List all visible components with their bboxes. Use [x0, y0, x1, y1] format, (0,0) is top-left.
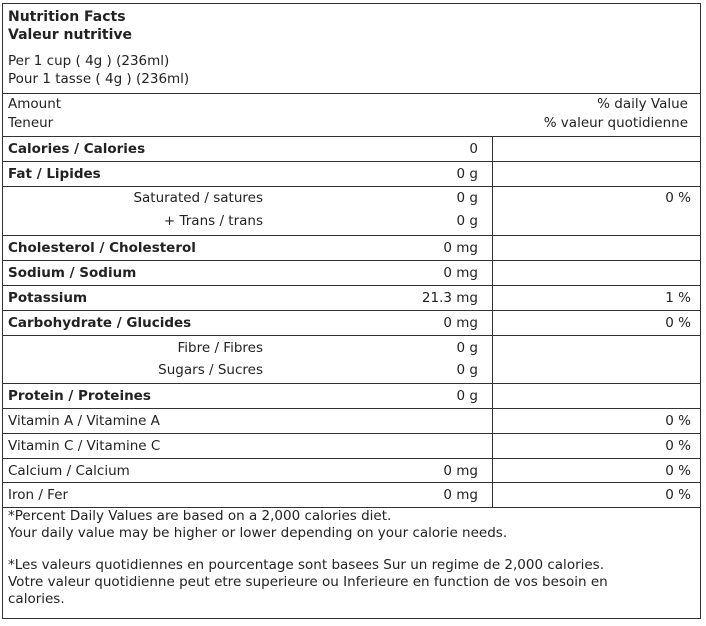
nutrient-daily-value: 0 % [665, 438, 691, 454]
footnote-french-line2: Votre valeur quotidienne peut etre superieure ou Inferieure en function de vos besoin en [8, 574, 608, 590]
nutrient-amount: 0 mg [443, 487, 478, 503]
nutrient-row [3, 459, 700, 483]
nutrient-row [3, 137, 700, 162]
nutrient-label: Vitamin A / Vitamine A [8, 413, 160, 429]
footnote-french-line1: *Les valeurs quotidiennes en pourcentage sont basees Sur un regime de 2,000 calories. [8, 557, 605, 573]
nutrient-row [3, 359, 700, 384]
nutrient-daily-value: 0 % [665, 190, 691, 206]
nutrient-amount: 21.3 mg [421, 290, 478, 306]
nutrient-row [3, 236, 700, 261]
nutrient-label: Vitamin C / Vitamine C [8, 438, 161, 454]
nutrient-row [3, 311, 700, 336]
daily-value-label-french: % valeur quotidienne [543, 115, 688, 131]
nutrient-label: Potassium [8, 290, 88, 306]
nutrient-daily-value: 0 % [665, 413, 691, 429]
nutrient-daily-value: 0 % [665, 315, 691, 331]
daily-value-label-english: % daily Value [597, 96, 688, 112]
serving-size-english: Per 1 cup ( 4g ) (236ml) [8, 53, 170, 69]
nutrient-row [3, 211, 700, 236]
nutrient-row [3, 187, 700, 211]
title-french: Valeur nutritive [8, 27, 132, 43]
nutrient-amount: 0 g [456, 166, 478, 182]
nutrient-label: + Trans / trans [163, 213, 263, 229]
nutrient-label: Saturated / satures [133, 190, 263, 206]
nutrient-amount: 0 mg [443, 463, 478, 479]
serving-size-french: Pour 1 tasse ( 4g ) (236ml) [8, 71, 190, 87]
amount-header [3, 94, 700, 137]
nutrient-label: Sugars / Sucres [158, 362, 263, 378]
title-english: Nutrition Facts [8, 9, 126, 25]
nutrient-amount: 0 mg [443, 240, 478, 256]
footnote [8, 508, 698, 608]
nutrient-row [3, 162, 700, 187]
nutrient-row [3, 286, 700, 311]
amount-label-french: Teneur [8, 115, 54, 131]
nutrient-label: Calcium / Calcium [8, 463, 130, 479]
nutrient-row [3, 336, 700, 359]
nutrient-row [3, 409, 700, 434]
nutrient-row [3, 434, 700, 459]
nutrient-row [3, 483, 700, 508]
nutrient-label: Fat / Lipides [8, 166, 101, 182]
nutrient-row [3, 261, 700, 286]
nutrient-label: Protein / Proteines [8, 388, 151, 404]
amount-label-english: Amount [8, 96, 62, 112]
nutrient-amount: 0 g [456, 388, 478, 404]
nutrient-amount: 0 g [456, 190, 478, 206]
nutrient-label: Iron / Fer [8, 487, 69, 503]
label-header [3, 4, 700, 94]
nutrient-amount: 0 [469, 141, 478, 157]
nutrient-amount: 0 g [456, 340, 478, 356]
footnote-english-line2: Your daily value may be higher or lower depending on your calorie needs. [8, 525, 508, 541]
nutrient-amount: 0 g [456, 362, 478, 378]
nutrient-label: Cholesterol / Cholesterol [8, 240, 196, 256]
footnote-french-line3: calories. [8, 591, 65, 607]
nutrient-amount: 0 g [456, 213, 478, 229]
nutrient-row [3, 384, 700, 409]
nutrient-daily-value: 1 % [665, 290, 691, 306]
nutrient-label: Calories / Calories [8, 141, 146, 157]
nutrient-label: Carbohydrate / Glucides [8, 315, 192, 331]
nutrient-daily-value: 0 % [665, 463, 691, 479]
nutrient-daily-value: 0 % [665, 487, 691, 503]
nutrition-facts-panel [2, 3, 701, 619]
footnote-english-line1: *Percent Daily Values are based on a 2,000 calories diet. [8, 508, 392, 524]
nutrient-amount: 0 mg [443, 265, 478, 281]
nutrient-label: Fibre / Fibres [177, 340, 263, 356]
nutrient-amount: 0 mg [443, 315, 478, 331]
nutrient-label: Sodium / Sodium [8, 265, 137, 281]
column-divider [492, 137, 493, 508]
